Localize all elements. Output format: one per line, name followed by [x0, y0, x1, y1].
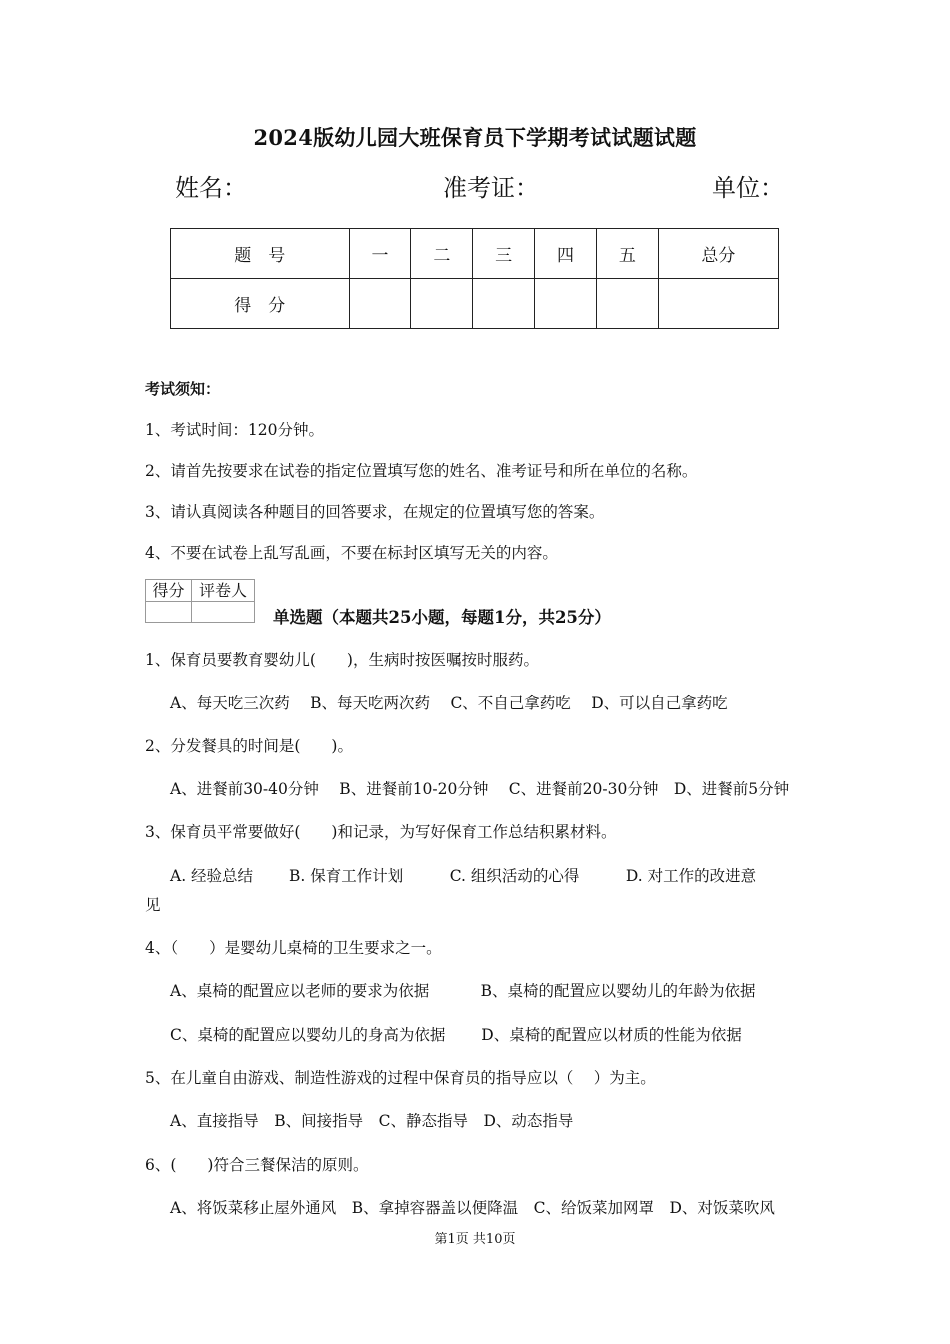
score-cell[interactable]	[473, 279, 535, 329]
unit-field-label: 单位：	[712, 174, 784, 202]
score-table-header-cell: 一	[349, 229, 411, 279]
question-options: A、每天吃三次药 B、每天吃两次药 C、不自己拿药吃 D、可以自己拿药吃	[170, 694, 728, 712]
question-options: A、将饭菜移止屋外通风 B、拿掉容器盖以便降温 C、给饭菜加网罩 D、对饭菜吹风	[170, 1199, 775, 1217]
notice-item: 2、请首先按要求在试卷的指定位置填写您的姓名、准考证号和所在单位的名称。	[145, 462, 698, 480]
score-table-header-cell: 题 号	[171, 229, 350, 279]
question-options: A、进餐前30-40分钟 B、进餐前10-20分钟 C、进餐前20-30分钟 D、进餐前5分钟	[170, 780, 790, 798]
question-options: A、直接指导 B、间接指导 C、静态指导 D、动态指导	[170, 1112, 574, 1130]
page-footer: 第1页 共10页	[434, 1232, 516, 1247]
exam-title: 2024版幼儿园大班保育员下学期考试试题试题	[253, 125, 697, 150]
notice-item: 1、考试时间：120分钟。	[145, 421, 324, 439]
score-table-row-label: 得 分	[171, 279, 350, 329]
score-table-header-cell: 五	[596, 229, 658, 279]
score-table	[170, 228, 779, 329]
question-text: 4、（ ）是婴幼儿桌椅的卫生要求之一。	[145, 939, 442, 957]
question-options: A、桌椅的配置应以老师的要求为依据 B、桌椅的配置应以婴幼儿的年龄为依据	[170, 982, 756, 1000]
grader-divider	[146, 601, 254, 602]
name-field-label: 姓名：	[175, 174, 247, 202]
score-cell[interactable]	[658, 279, 778, 329]
score-table-header-cell: 三	[473, 229, 535, 279]
score-table-score-row	[171, 279, 779, 329]
notice-item: 4、不要在试卷上乱写乱画，不要在标封区填写无关的内容。	[145, 544, 558, 562]
question-text: 3、保育员平常要做好( )和记录，为写好保育工作总结积累材料。	[145, 823, 617, 841]
question-options-continued: 见	[145, 896, 161, 914]
section-title: 单选题（本题共25小题，每题1分，共25分）	[273, 608, 611, 627]
question-text: 5、在儿童自由游戏、制造性游戏的过程中保育员的指导应以（ ）为主。	[145, 1069, 656, 1087]
notice-heading: 考试须知：	[145, 380, 221, 398]
score-table-header-cell: 二	[411, 229, 473, 279]
exam-id-field-label: 准考证：	[443, 174, 539, 202]
notice-item: 3、请认真阅读各种题目的回答要求，在规定的位置填写您的答案。	[145, 503, 605, 521]
grader-box	[145, 579, 255, 623]
grader-score-label: 得分	[146, 580, 192, 601]
question-options: C、桌椅的配置应以婴幼儿的身高为依据 D、桌椅的配置应以材质的性能为依据	[170, 1026, 742, 1044]
grader-divider	[191, 601, 192, 622]
question-text: 1、保育员要教育婴幼儿( )，生病时按医嘱按时服药。	[145, 651, 539, 669]
score-table-header-row	[171, 229, 779, 279]
score-cell[interactable]	[411, 279, 473, 329]
score-table-header-cell: 四	[535, 229, 597, 279]
question-options: A. 经验总结 B. 保育工作计划 C. 组织活动的心得 D. 对工作的改进意	[170, 867, 757, 885]
score-cell[interactable]	[349, 279, 411, 329]
score-table-header-cell: 总分	[658, 229, 778, 279]
question-text: 2、分发餐具的时间是( )。	[145, 737, 353, 755]
question-text: 6、( )符合三餐保洁的原则。	[145, 1156, 369, 1174]
score-cell[interactable]	[535, 279, 597, 329]
score-cell[interactable]	[596, 279, 658, 329]
grader-reviewer-label: 评卷人	[198, 581, 247, 600]
